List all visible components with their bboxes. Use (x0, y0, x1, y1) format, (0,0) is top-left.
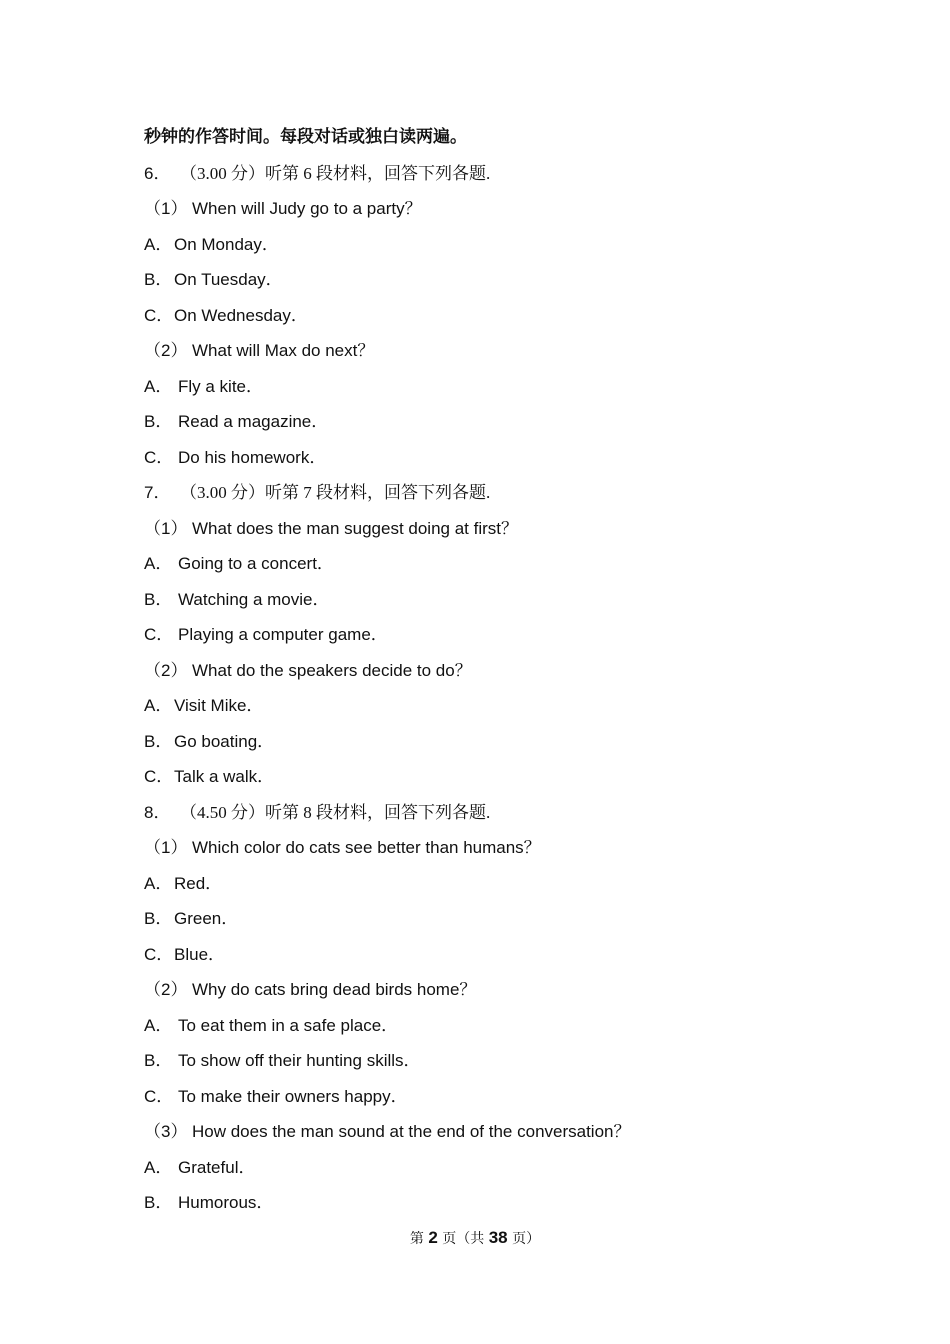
option-text: Red． (174, 873, 223, 893)
answer-option (144, 440, 844, 476)
sub-question (144, 1114, 844, 1150)
question-list (144, 156, 844, 1221)
answer-option (144, 866, 844, 902)
question-instruction: （3.00 分）听第 7 段材料，回答下列各题. (180, 483, 491, 502)
option-text: To show off their hunting skills． (178, 1051, 421, 1070)
sub-question-number: （2） (144, 341, 188, 360)
option-text: Read a magazine． (178, 412, 329, 431)
option-text: To make their owners happy． (178, 1086, 408, 1106)
question-number: 8． (144, 802, 171, 822)
option-text: Going to a concert． (178, 554, 334, 573)
option-text: Watching a movie． (178, 589, 330, 609)
answer-option (144, 901, 844, 937)
option-letter: B． (144, 589, 173, 609)
option-text: Do his homework． (178, 447, 327, 467)
option-letter: C． (144, 447, 174, 467)
answer-option (144, 404, 844, 440)
sub-question (144, 511, 844, 547)
option-letter: C． (144, 305, 174, 325)
option-letter: B． (144, 731, 173, 751)
sub-question-text: How does the man sound at the end of the conversation？ (192, 1122, 631, 1141)
question-header (144, 795, 844, 831)
option-text: Green． (174, 909, 239, 928)
sub-question (144, 333, 844, 369)
footer-middle: 页（共 (442, 1231, 485, 1247)
sub-question-number: （1） (144, 518, 188, 538)
option-letter: B． (144, 1051, 173, 1070)
answer-option (144, 262, 844, 298)
sub-question-text: What do the speakers decide to do？ (192, 660, 472, 680)
answer-option (144, 1079, 844, 1115)
option-letter: C． (144, 944, 174, 964)
answer-option (144, 1008, 844, 1044)
option-letter: B． (144, 270, 173, 289)
answer-option (144, 298, 844, 334)
answer-option (144, 1043, 844, 1079)
option-letter: C． (144, 1086, 174, 1106)
sub-question (144, 830, 844, 866)
sub-question-text: Why do cats bring dead birds home？ (192, 980, 477, 999)
sub-question (144, 653, 844, 689)
option-text: Go boating． (174, 731, 275, 751)
answer-option (144, 546, 844, 582)
option-text: Fly a kite． (178, 376, 264, 396)
page-content (144, 120, 844, 1221)
option-letter: A． (144, 1015, 173, 1035)
question-number: 6． (144, 163, 171, 183)
option-letter: A． (144, 554, 173, 573)
sub-question-text: When will Judy go to a party？ (192, 199, 422, 218)
option-letter: A． (144, 376, 173, 396)
page-footer (0, 1228, 950, 1248)
option-letter: A． (144, 873, 173, 893)
answer-option (144, 617, 844, 653)
option-text: Grateful． (178, 1157, 256, 1177)
option-text: On Wednesday． (174, 305, 308, 325)
question-header (144, 475, 844, 511)
option-letter: B． (144, 909, 173, 928)
answer-option (144, 227, 844, 263)
option-letter: B． (144, 412, 173, 431)
sub-question (144, 972, 844, 1008)
section-heading: 秒钟的作答时间。每段对话或独白读两遍。 (144, 127, 467, 147)
option-text: Talk a walk． (174, 767, 275, 786)
answer-option (144, 688, 844, 724)
sub-question-number: （1） (144, 838, 188, 857)
footer-suffix: 页） (512, 1231, 541, 1247)
option-letter: A． (144, 234, 173, 254)
answer-option (144, 1185, 844, 1221)
answer-option (144, 582, 844, 618)
option-letter: C． (144, 625, 174, 644)
answer-option (144, 724, 844, 760)
answer-option (144, 1150, 844, 1186)
sub-question-number: （1） (144, 199, 188, 218)
option-text: To eat them in a safe place． (178, 1015, 399, 1035)
question-number: 7． (144, 483, 171, 502)
sub-question-number: （2） (144, 980, 188, 999)
footer-total-pages: 38 (488, 1228, 508, 1247)
question-header (144, 156, 844, 192)
footer-prefix: 第 (409, 1231, 424, 1247)
option-text: On Tuesday． (174, 270, 283, 289)
sub-question-text: What will Max do next？ (192, 341, 375, 360)
option-letter: B． (144, 1193, 173, 1212)
option-letter: A． (144, 696, 173, 715)
footer-page-number: 2 (428, 1228, 438, 1247)
option-text: Blue． (174, 944, 226, 964)
option-letter: A． (144, 1157, 173, 1177)
sub-question-text: What does the man suggest doing at first？ (192, 518, 519, 538)
option-text: Playing a computer game． (178, 625, 388, 644)
sub-question-text: Which color do cats see better than humans？ (192, 838, 541, 857)
option-text: Humorous． (178, 1193, 274, 1212)
option-text: Visit Mike． (174, 696, 264, 715)
answer-option (144, 937, 844, 973)
sub-question-number: （3） (144, 1122, 188, 1141)
sub-question (144, 191, 844, 227)
answer-option (144, 369, 844, 405)
sub-question-number: （2） (144, 660, 188, 680)
answer-option (144, 759, 844, 795)
question-instruction: （3.00 分）听第 6 段材料，回答下列各题. (180, 163, 491, 183)
question-instruction: （4.50 分）听第 8 段材料，回答下列各题. (180, 802, 491, 822)
option-letter: C． (144, 767, 174, 786)
option-text: On Monday． (174, 234, 279, 254)
